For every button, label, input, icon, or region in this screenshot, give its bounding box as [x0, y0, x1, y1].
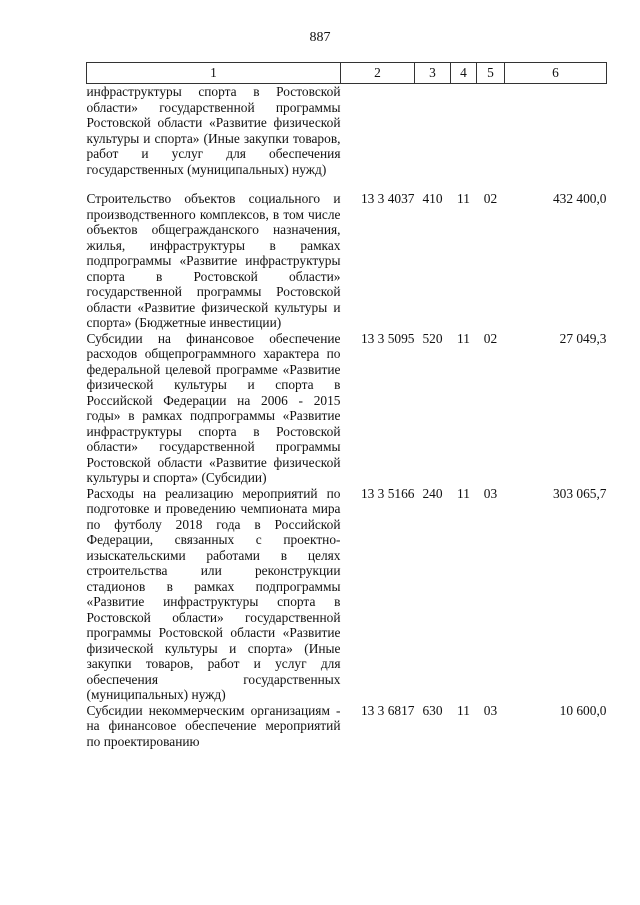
column-header-4: 4	[451, 63, 477, 84]
row-subsection: 03	[483, 702, 498, 718]
row-expense-type: 240	[422, 485, 443, 501]
column-header-6: 6	[505, 63, 607, 84]
table-row	[87, 703, 607, 750]
row-subsection: 02	[483, 191, 498, 206]
row-amount: 10 600,0	[559, 702, 607, 718]
row-description: Расходы на реализацию мероприятий по подготовке и проведению чемпионата мира по футболу 2018 года в Российской Федерации, связанных с проектно-изыскательскими работами в целях строительства или реконструкции стадионов в рамках подпрограммы «Развитие инфраструктуры спорта в Ростовской области» государственной программы Ростовской области «Развитие физической культуры и спорта» (Иные закупки товаров, работ и услуг для обеспечения государственных (муниципальных) нужд)	[86, 485, 341, 702]
row-amount: 303 065,7	[552, 485, 607, 501]
row-expense-type	[415, 84, 451, 192]
row-section: 11	[457, 485, 470, 501]
row-expense-type: 520	[422, 330, 443, 346]
table-header-row	[87, 63, 607, 84]
column-header-3: 3	[415, 63, 451, 84]
row-target-code: 13 3 6817	[360, 702, 415, 718]
table-row	[87, 191, 607, 331]
column-header-1: 1	[87, 63, 341, 84]
row-amount: 27 049,3	[559, 330, 607, 346]
row-amount	[505, 84, 607, 192]
row-description: Субсидии некоммерческим организациям - на финансовое обеспечение мероприятий по проектированию	[86, 702, 341, 749]
column-header-2: 2	[341, 63, 415, 84]
row-expense-type: 410	[422, 191, 443, 206]
row-target-code: 13 3 5095	[360, 330, 415, 346]
row-target-code: 13 3 4037	[360, 191, 415, 206]
row-section: 11	[457, 191, 470, 206]
row-description: Субсидии на финансовое обеспечение расходов общепрограммного характера по федеральной целевой программе «Развитие физической культуры и спорта в Российской Федерации на 2006 - 2015 годы» в рамках подпрограммы «Развитие инфраструктуры спорта в Ростовской области» государственной программы Ростовской области «Развитие физической культуры и спорта» (Субсидии)	[86, 330, 341, 485]
table-row	[87, 486, 607, 703]
page-number: 887	[309, 30, 331, 45]
table-row	[87, 84, 607, 192]
budget-table	[86, 62, 607, 749]
row-section	[451, 84, 477, 192]
row-section: 11	[457, 702, 470, 718]
row-description: Строительство объектов социального и производственного комплексов, в том числе объектов общегражданского назначения, жилья, инфраструктуры в рамках подпрограммы «Развитие инфраструктуры спорта в Ростовской области» государственной программы Ростовской области «Развитие физической культуры и спорта» (Бюджетные инвестиции)	[86, 191, 341, 330]
row-description: инфраструктуры спорта в Ростовской области» государственной программы Ростовской области «Развитие физической культуры и спорта» (Иные закупки товаров, работ и услуг для обеспечения государственных (муниципальных) нужд)	[86, 84, 341, 177]
table-row	[87, 331, 607, 486]
row-subsection: 02	[483, 330, 498, 346]
row-section: 11	[457, 330, 470, 346]
row-target-code	[341, 84, 415, 192]
column-header-5: 5	[477, 63, 505, 84]
row-subsection	[477, 84, 505, 192]
row-amount: 432 400,0	[552, 191, 607, 206]
row-expense-type: 630	[422, 702, 443, 718]
row-target-code: 13 3 5166	[360, 485, 415, 501]
row-subsection: 03	[483, 485, 498, 501]
